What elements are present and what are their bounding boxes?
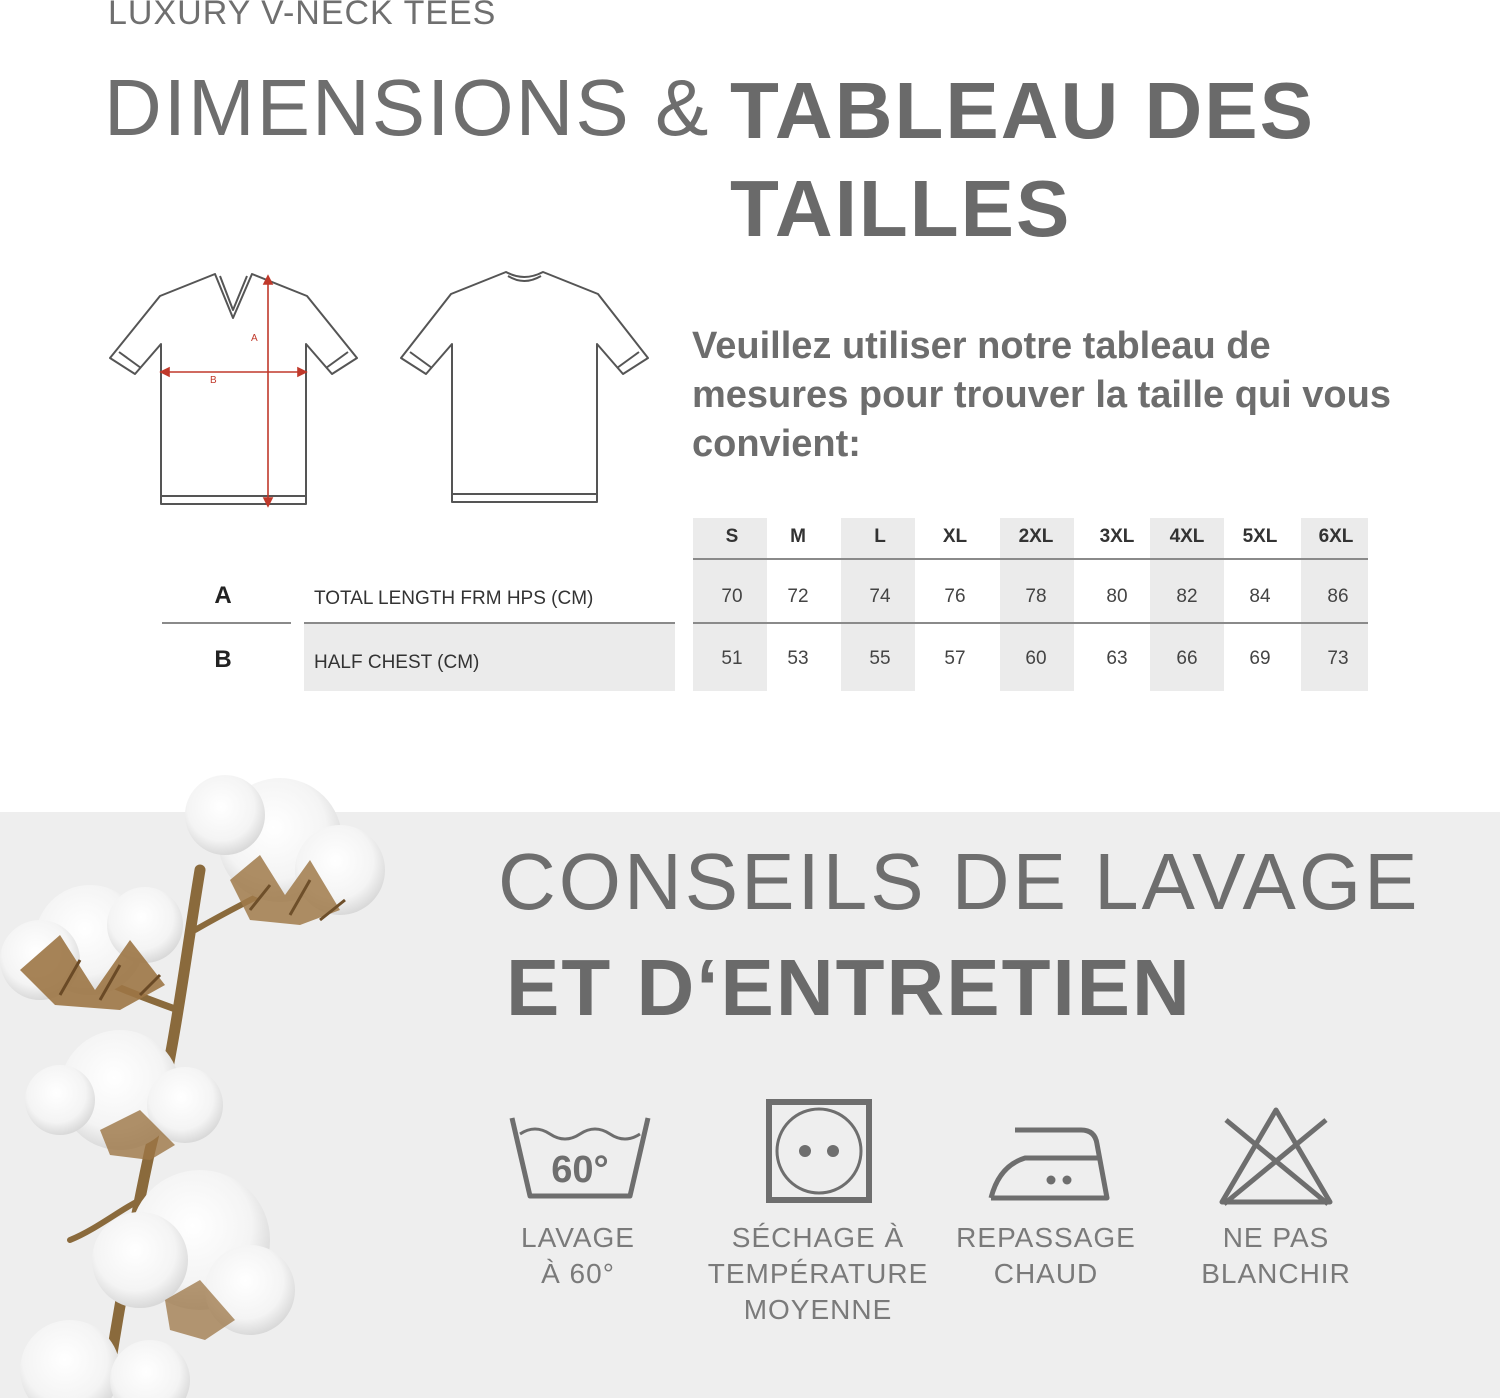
cotton-plant-illustration	[0, 760, 420, 1398]
size-header-l: L	[874, 526, 886, 547]
care-title-thin: CONSEILS DE LAVAGE	[498, 837, 1421, 926]
table-cell: 57	[944, 648, 966, 669]
tshirt-diagram	[105, 268, 665, 513]
measure-label-a: A	[251, 333, 258, 344]
table-cell: 73	[1327, 648, 1349, 669]
table-cell: 55	[869, 648, 891, 669]
size-header-5xl: 5XL	[1242, 526, 1278, 547]
size-header-xl: XL	[942, 526, 968, 547]
measure-label-b: B	[210, 375, 217, 386]
table-cell: 66	[1176, 648, 1198, 669]
table-cell: 63	[1106, 648, 1128, 669]
size-header-3xl: 3XL	[1099, 526, 1135, 547]
row-label-total-length: TOTAL LENGTH FRM HPS (CM)	[314, 588, 594, 609]
row-letter-b: B	[214, 646, 232, 673]
care-title-bold: ET D‘ENTRETIEN	[506, 943, 1192, 1032]
product-eyebrow: LUXURY V-NECK TEES	[108, 0, 497, 32]
table-cell: 86	[1327, 586, 1349, 607]
wash-60-icon	[508, 1112, 652, 1202]
size-header-s: S	[725, 526, 739, 547]
row-letter-a: A	[214, 582, 232, 609]
table-cell: 51	[721, 648, 743, 669]
care-label-iron: REPASSAGE CHAUD	[956, 1222, 1136, 1289]
tumble-dry-medium-icon	[765, 1098, 873, 1204]
table-cell: 84	[1249, 586, 1271, 607]
size-guide-intro: Veuillez utiliser notre tableau de mesures pour trouver la taille qui vous convient:	[692, 325, 1391, 465]
table-cell: 80	[1106, 586, 1128, 607]
row-label-half-chest: HALF CHEST (CM)	[314, 652, 480, 673]
table-cell: 53	[787, 648, 809, 669]
table-cell: 78	[1025, 586, 1047, 607]
no-bleach-icon	[1216, 1104, 1336, 1208]
table-cell: 76	[944, 586, 966, 607]
tshirt-front-icon	[110, 274, 357, 504]
care-label-dry: SÉCHAGE À TEMPÉRATURE MOYENNE	[707, 1222, 929, 1325]
iron-hot-icon	[985, 1122, 1111, 1204]
tshirt-back-icon	[401, 272, 648, 502]
care-label-bleach: NE PAS BLANCHIR	[1201, 1222, 1351, 1289]
page-title-bold: TABLEAU DES TAILLES	[730, 66, 1315, 253]
table-cell: 60	[1025, 648, 1047, 669]
size-header-6xl: 6XL	[1318, 526, 1354, 547]
size-header-4xl: 4XL	[1169, 526, 1205, 547]
table-cell: 69	[1249, 648, 1271, 669]
wash-temp-label: 60°	[551, 1149, 609, 1191]
table-cell: 72	[787, 586, 809, 607]
table-cell: 82	[1176, 586, 1198, 607]
table-cell: 74	[869, 586, 891, 607]
care-label-wash: LAVAGE À 60°	[521, 1222, 635, 1289]
table-cell: 70	[721, 586, 743, 607]
size-header-2xl: 2XL	[1018, 526, 1054, 547]
page-title-thin: DIMENSIONS &	[104, 63, 711, 152]
size-header-m: M	[790, 526, 806, 547]
